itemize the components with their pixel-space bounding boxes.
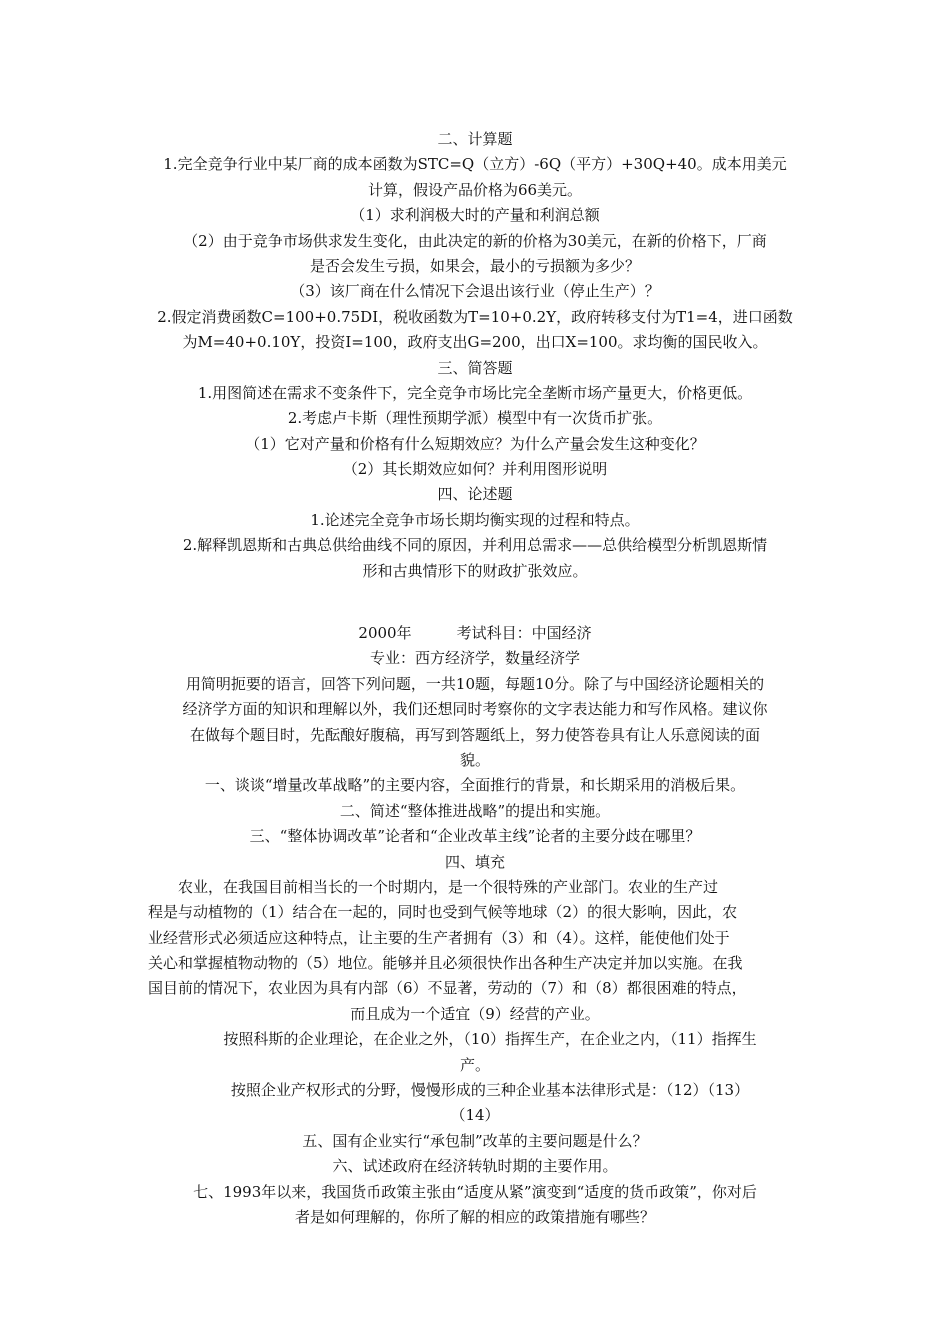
text-line: 二、计算题 (437, 130, 513, 148)
text-line: （1）求利润极大时的产量和利润总额 (350, 206, 600, 225)
text-line: （14） (450, 1106, 500, 1125)
text-line: 是否会发生亏损，如果会，最小的亏损额为多少？ (309, 256, 640, 275)
text-line: 形和古典情形下的财政扩张效应。 (362, 561, 588, 580)
text-line: 按照企业产权形式的分野，慢慢形成的三种企业基本法律形式是：（12）（13） (200, 1081, 750, 1100)
text-line: 程是与动植物的（1）结合在一起的，同时也受到气候等地球（2）的很大影响，因此，农 (148, 903, 738, 922)
text-line: 1.完全竞争行业中某厂商的成本函数为STC=Q（立方）-6Q（平方）+30Q+40。成本用美元 (163, 155, 787, 174)
text-line: 二、简述“整体推进战略”的提出和实施。 (339, 801, 611, 820)
text-line: 用简明扼要的语言，回答下列问题，一共10题，每题10分。除了与中国经济论题相关的 (185, 674, 765, 693)
text-line: 三、“整体协调改革”论者和“企业改革主线”论者的主要分歧在哪里？ (249, 827, 701, 846)
text-line: 而且成为一个适宜（9）经营的产业。 (350, 1004, 600, 1023)
text-line: 在做每个题目时，先酝酿好腹稿，再写到答题纸上，努力使答卷具有让人乐意阅读的面 (189, 725, 760, 744)
text-line: 1.论述完全竞争市场长期均衡实现的过程和特点。 (310, 510, 640, 529)
text-line: 2.假定消费函数C=100+0.75DI，税收函数为T=10+0.2Y，政府转移支付为T1=4，进口函数 (157, 307, 793, 326)
text-line: 农业，在我国目前相当长的一个时期内，是一个很特殊的产业部门。农业的生产过 (148, 877, 719, 896)
text-line: 1.用图简述在需求不变条件下，完全竞争市场比完全垄断市场产量更大，价格更低。 (197, 383, 753, 402)
text-line: （3）该厂商在什么情况下会退出该行业（停止生产）？ (290, 282, 660, 301)
text-line: 五、国有企业实行“承包制”改革的主要问题是什么？ (302, 1131, 648, 1150)
text-line: 专业：西方经济学，数量经济学 (369, 649, 580, 668)
text-line: 经济学方面的知识和理解以外，我们还想同时考察你的文字表达能力和写作风格。建议你 (182, 700, 768, 719)
text-line: 2000年 考试科目：中国经济 (358, 624, 592, 642)
text-line: 貌。 (459, 750, 490, 769)
text-line: 按照科斯的企业理论，在企业之外，（10）指挥生产，在企业之内，（11）指挥生 (193, 1030, 757, 1049)
text-line: 产。 (459, 1055, 490, 1074)
text-line: 四、论述题 (437, 485, 513, 504)
exam-section-china-economy (148, 621, 802, 1230)
text-line: 2.考虑卢卡斯（理性预期学派）模型中有一次货币扩张。 (287, 409, 663, 428)
text-line: 关心和掌握植物动物的（5）地位。能够并且必须很快作出各种生产决定并加以实施。在我 (148, 954, 743, 973)
text-line: 为M=40+0.10Y，投资I=100，政府支出G=200，出口X=100。求均衡的国民收入。 (182, 333, 768, 352)
text-line: 2.解释凯恩斯和古典总供给曲线不同的原因，并利用总需求——总供给模型分析凯恩斯情 (182, 536, 768, 555)
text-line: 者是如何理解的，你所了解的相应的政策措施有哪些？ (294, 1207, 655, 1226)
text-line: 三、简答题 (437, 358, 513, 377)
text-line: 六、试述政府在经济转轨时期的主要作用。 (332, 1157, 618, 1176)
text-line: 计算，假设产品价格为66美元。 (367, 180, 583, 199)
text-line: 业经营形式必须适应这种特点，让主要的生产者拥有（3）和（4）。这样，能使他们处于 (148, 928, 730, 947)
text-line: （1）它对产量和价格有什么短期效应？为什么产量会发生这种变化？ (245, 434, 705, 453)
text-line: （2）由于竞争市场供求发生变化，由此决定的新的价格为30美元，在新的价格下，厂商 (183, 231, 767, 250)
text-line: 四、填充 (444, 852, 505, 871)
exam-section-theory (148, 127, 802, 584)
text-line: 一、谈谈“增量改革战略”的主要内容，全面推行的背景，和长期采用的消极后果。 (204, 776, 746, 795)
text-line: 七、1993年以来，我国货币政策主张由“适度从紧”演变到“适度的货币政策”，你对后 (193, 1182, 757, 1201)
text-line: （2）其长期效应如何？并利用图形说明 (342, 460, 608, 479)
text-line: 国目前的情况下，农业因为具有内部（6）不显著，劳动的（7）和（8）都很困难的特点， (148, 979, 747, 998)
